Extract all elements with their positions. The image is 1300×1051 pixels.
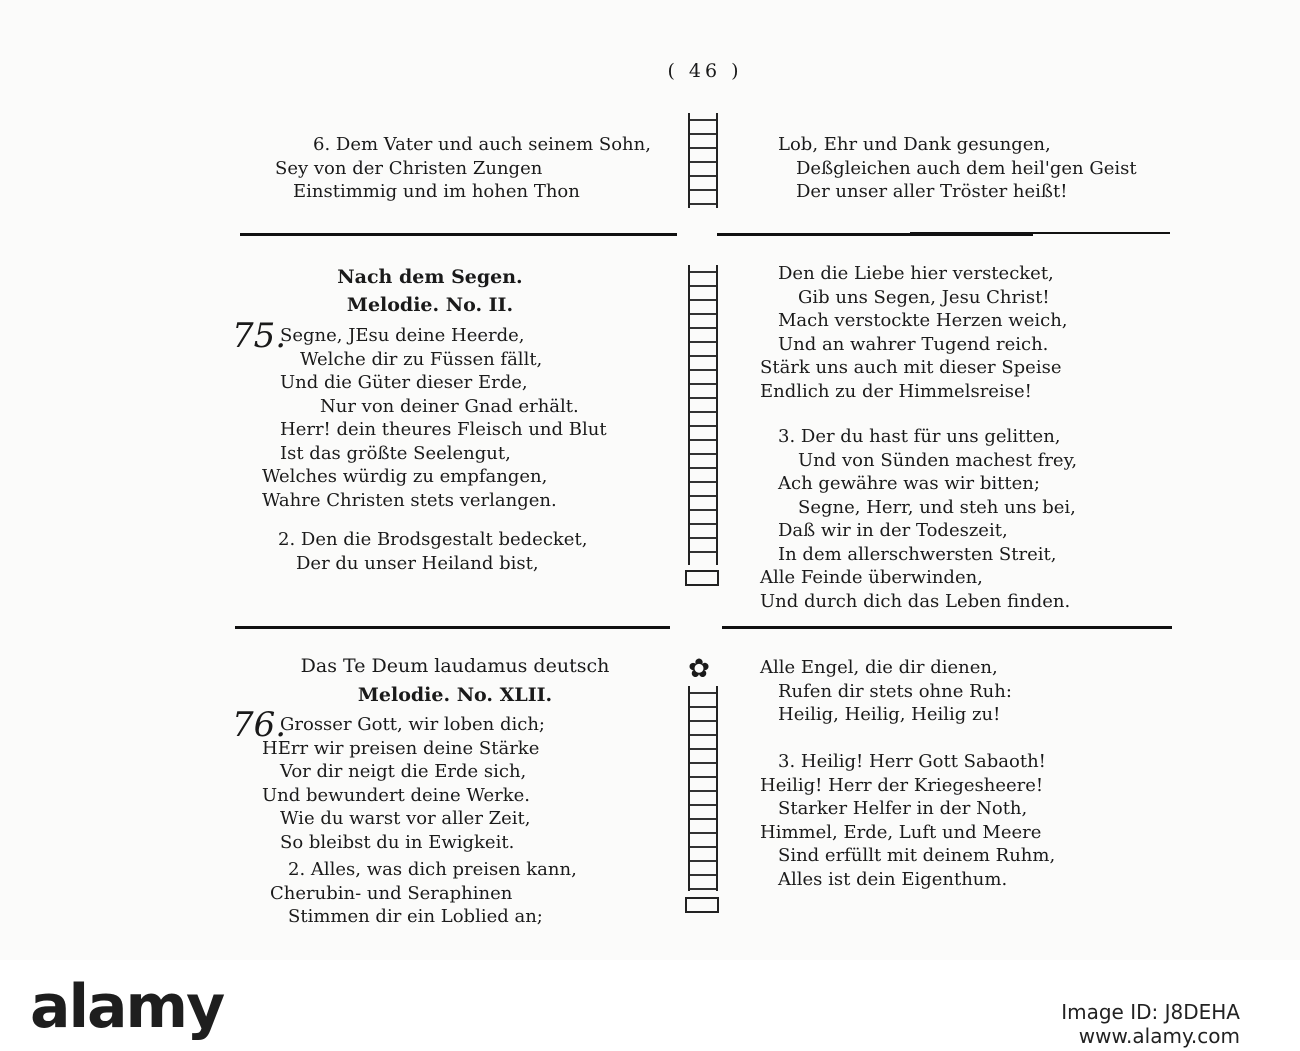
verse-line: Wahre Christen stets verlangen. [262,489,557,511]
verse-line: 3. Der du hast für uns gelitten, [778,426,1061,447]
divider-rule [722,626,1172,629]
verse-line: Und die Güter dieser Erde, [280,372,528,393]
verse-line: Starker Helfer in der Noth, [778,798,1028,819]
verse-line: Der unser aller Tröster heißt! [796,181,1068,202]
verse-line: Den die Liebe hier verstecket, [778,263,1054,284]
verse-line: So bleibst du in Ewigkeit. [280,831,515,853]
hymn-76-verse-2-cont [760,656,1012,727]
hymn-75-title: Nach dem Segen. [337,266,523,288]
verse-line: Und an wahrer Tugend reich. [778,333,1049,355]
verse-line: Endlich zu der Himmelsreise! [760,380,1032,402]
verse-line: Alle Feinde überwinden, [760,567,983,588]
verse-line: Ist das größte Seelengut, [280,442,511,464]
verse-line: Rufen dir stets ohne Ruh: [778,680,1012,702]
verse-line: Und bewundert deine Werke. [262,784,530,806]
page-number: ( 46 ) [667,60,743,82]
verse-line: Alles ist dein Eigenthum. [778,868,1008,890]
rosette-ornament-icon: ✿ [688,654,710,684]
verse-line: Ach gewähre was wir bitten; [778,473,1040,494]
hymn-75-melody: Melodie. No. II. [346,294,514,316]
verse-line: Herr! dein theures Fleisch und Blut [280,419,607,440]
ornament-base [685,897,719,913]
hymn-75-verse-1 [262,324,607,512]
verse-6-right [778,133,1137,204]
verse-line: Himmel, Erde, Luft und Meere [760,821,1042,843]
verse-line: Daß wir in der Todeszeit, [778,520,1008,541]
verse-line: Grosser Gott, wir loben dich; [280,714,545,735]
image-id: Image ID: J8DEHA [1061,1000,1240,1024]
verse-line: Segne, JEsu deine Heerde, [280,325,525,346]
hymn-75-verse-2 [278,528,587,575]
verse-line: 3. Heilig! Herr Gott Sabaoth! [778,751,1046,772]
ornament-column [688,265,718,565]
verse-line: Segne, Herr, und steh uns bei, [798,496,1076,518]
hymn-75-verse-3 [760,425,1077,613]
verse-line: Deßgleichen auch dem heil'gen Geist [796,157,1137,179]
verse-line: Sind erfüllt mit deinem Ruhm, [778,845,1056,866]
hymn-76-verse-2 [270,858,577,929]
verse-line: HErr wir preisen deine Stärke [262,737,540,759]
hymn-75-number: 75. [232,316,287,356]
verse-line: 6. Dem Vater und auch seinem Sohn, [313,134,651,155]
ornament-base [685,570,719,586]
verse-line: Heilig! Herr der Kriegesheere! [760,774,1044,796]
verse-line: Wie du warst vor aller Zeit, [280,808,531,829]
verse-6-left [275,133,651,204]
image-credit [1061,1000,1240,1048]
verse-line: Und durch dich das Leben finden. [760,590,1071,612]
divider-rule [240,233,677,236]
site-url: www.alamy.com [1078,1024,1240,1048]
verse-line: 2. Den die Brodsgestalt bedecket, [278,529,588,550]
verse-line: Heilig, Heilig, Heilig zu! [778,704,1001,725]
hymn-76-verse-1 [262,713,545,854]
hymn-76-verse-3 [760,750,1055,891]
verse-line: Gib uns Segen, Jesu Christ! [798,286,1050,308]
verse-line: Einstimmig und im hohen Thon [293,181,580,202]
verse-line: Alle Engel, die dir dienen, [760,657,998,678]
alamy-logo: alamy [30,972,224,1042]
verse-line: Nur von deiner Gnad erhält. [320,395,579,417]
verse-line: In dem allerschwersten Streit, [778,543,1057,565]
verse-line: Der du unser Heiland bist, [296,552,539,574]
verse-line: Vor dir neigt die Erde sich, [280,761,527,782]
verse-line: Welche dir zu Füssen fällt, [300,348,543,370]
divider-rule [910,232,1170,234]
verse-line: Sey von der Christen Zungen [275,157,543,179]
verse-line: Stimmen dir ein Loblied an; [288,906,543,927]
ornament-column [688,113,718,208]
ornament-column [688,686,718,891]
verse-line: Mach verstockte Herzen weich, [778,310,1068,331]
hymn-75-verse-1-cont [760,262,1068,403]
divider-rule [235,626,670,629]
verse-line: Lob, Ehr und Dank gesungen, [778,134,1051,155]
verse-line: Cherubin- und Seraphinen [270,882,513,904]
verse-line: Welches würdig zu empfangen, [262,466,548,487]
verse-line: Stärk uns auch mit dieser Speise [760,357,1062,378]
hymn-76-number: 76. [232,705,287,745]
hymn-76-title: Das Te Deum laudamus deutsch [300,655,610,677]
verse-line: Und von Sünden machest frey, [798,449,1078,471]
verse-line: 2. Alles, was dich preisen kann, [288,859,577,880]
hymn-76-melody: Melodie. No. XLII. [357,684,553,706]
